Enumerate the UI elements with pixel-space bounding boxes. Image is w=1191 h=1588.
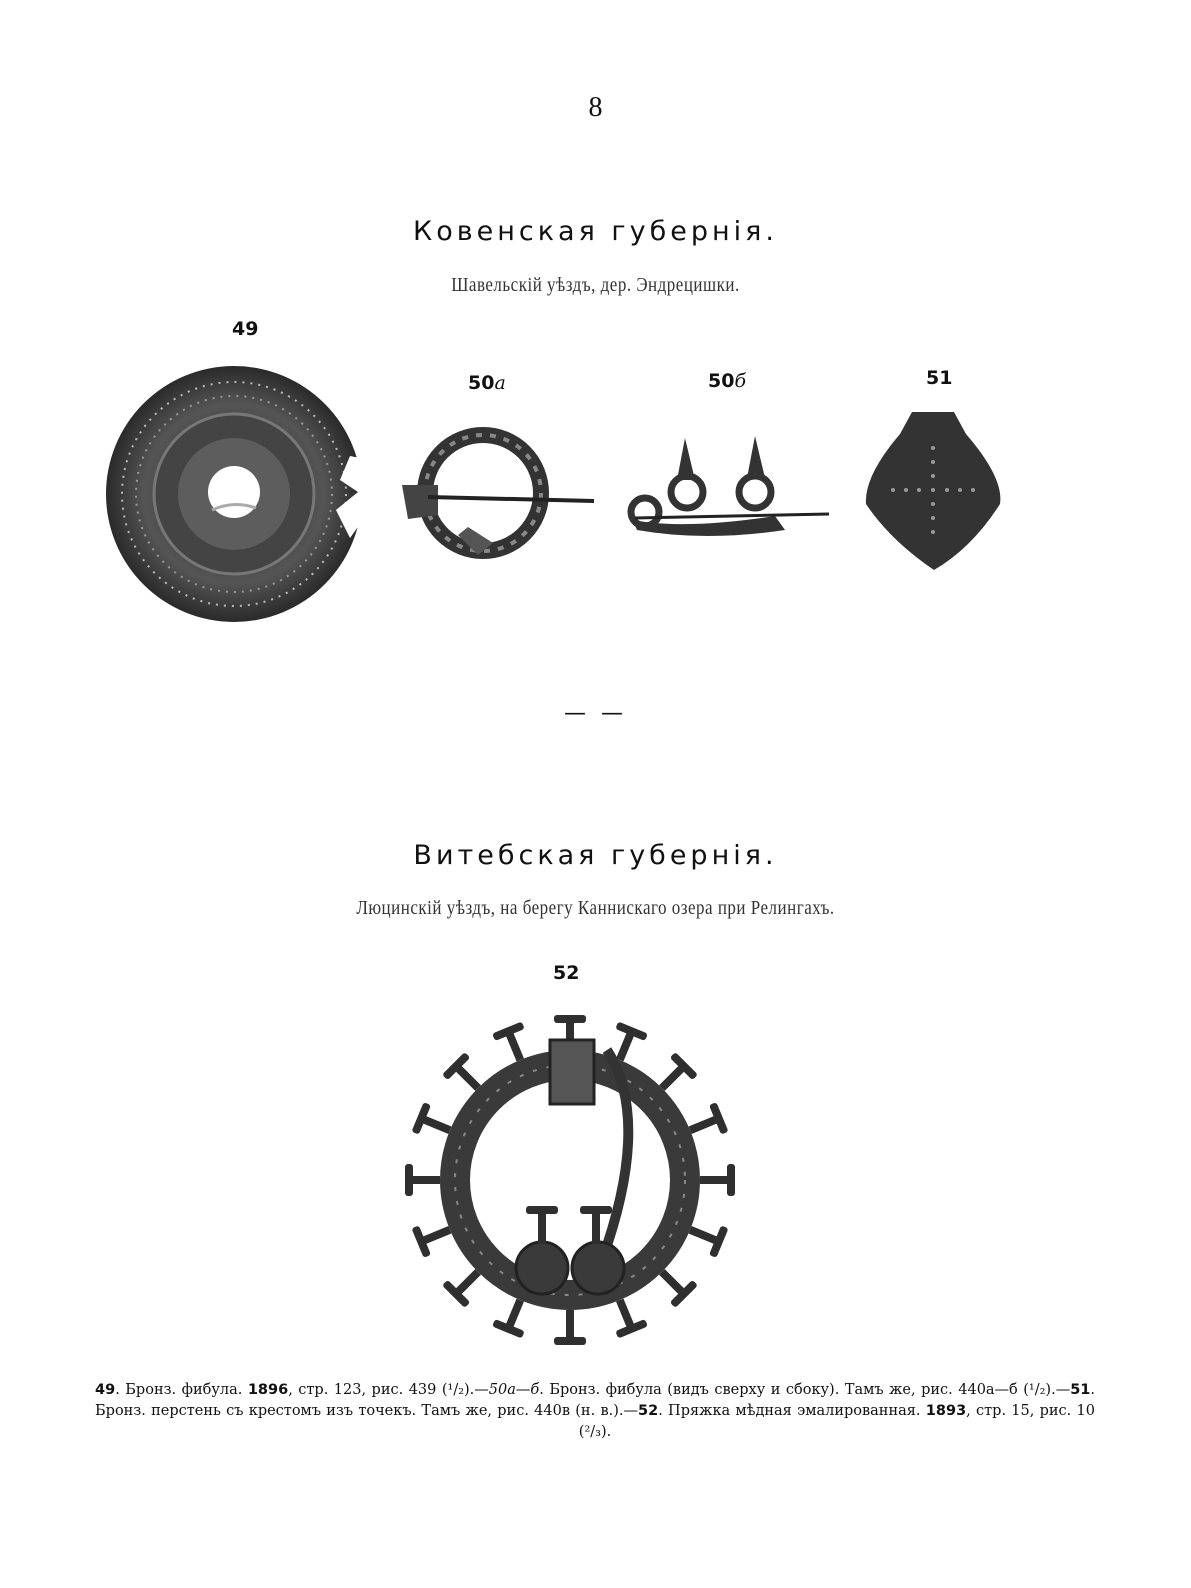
section-subtitle-kovno: Шавельскій уѣздъ, дер. Эндрецишки. — [451, 273, 740, 296]
section-separator: — — — [564, 701, 627, 726]
figure-52-buckle-image — [402, 1010, 738, 1350]
figure-49-round-brooch-image — [100, 360, 370, 630]
figure-label-50b: 50б — [708, 370, 747, 392]
figure-50b-brooch-image — [625, 430, 835, 550]
figure-label-52: 52 — [553, 962, 580, 984]
page-number: 8 — [588, 92, 603, 123]
figure-label-50a: 50а — [468, 372, 506, 394]
section-title-kovno: Ковенская губернія. — [413, 216, 778, 247]
section-title-vitebsk: Витебская губернія. — [413, 840, 778, 871]
figure-caption: 49. Бронз. фибула. 1896, стр. 123, рис. 439 (¹/₂).—50а—б. Бронз. фибула (видъ сверху и сбоку). Тамъ же, рис. 440а—б (¹/₂).—51. Бронз. перстень съ крестомъ изъ точекъ. Тамъ же, рис. 440в (н. в.).—52. Пряжка мѣдная эмалированная. 1893, стр. 15, рис. 10 (²/₃). — [95, 1382, 1095, 1440]
figure-label-51: 51 — [926, 367, 953, 389]
figure-51-ring-bezel-image — [862, 408, 1004, 576]
figure-label-49: 49 — [232, 318, 259, 340]
section-subtitle-vitebsk: Люцинскій уѣздъ, на берегу Каннискаго озера при Релингахъ. — [356, 896, 835, 919]
figure-50a-brooch-image — [398, 415, 598, 575]
